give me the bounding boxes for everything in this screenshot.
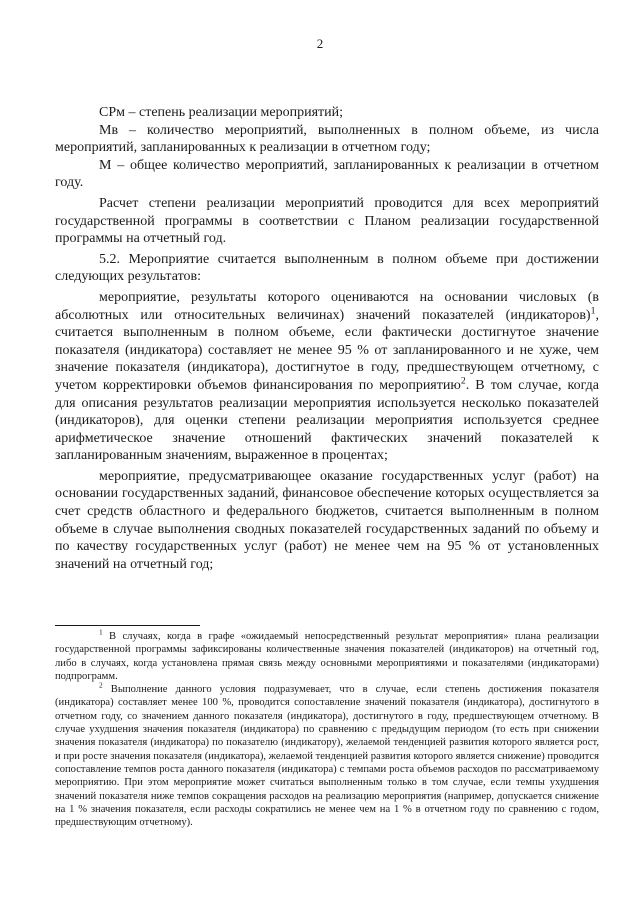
footnote-separator [55, 625, 200, 626]
footnote-ref-1[interactable]: 1 [590, 304, 596, 316]
paragraph-numeric-indicators [55, 289, 599, 465]
paragraph-state-services: мероприятие, предусматривающее оказание государственных услуг (работ) на основании государственных заданий, финансовое обеспечение которых осуществляется за счет средств областного и федерального бюджетов, считается выполненным в полном объеме в случае выполнения сводных показателей государственных заданий по объему и по качеству государственных услуг (работ) не менее чем на 95 % от установленных значений на отчетный год; [55, 468, 599, 572]
footnote-ref-2[interactable]: 2 [460, 375, 466, 387]
paragraph-numeric-part3: . В том случае, когда для описания результатов реализации мероприятия используется несколько показателей (индикаторов), для оценки степени реализации мероприятия используется среднее арифметическое значение отношений фактических значений показателей к запланированным значениям, выраженное в процентах; [55, 377, 599, 464]
footnote-2 [55, 680, 599, 829]
footnote-mark-1: 1 [99, 627, 103, 637]
paragraph-numeric-part2: , считается выполненным в полном объеме, если фактически достигнутое значение показателя (индикатора) составляет не менее 95 % от запланированного и не хуже, чем значение показателя (индикатора), достигнутое в году, предшествующем отчетному, с учетом корректировки объемов финансирования по мероприятию [55, 307, 599, 393]
paragraph-crm-definition: СРм – степень реализации мероприятий; [99, 105, 344, 120]
footnote-1-text: В случаях, когда в графе «ожидаемый непосредственный результат мероприятия» плана реализации государственной программы зафиксированы количественные значения показателей (индикаторов) на отчетный год, либо в случаях, когда установлена прямая связь между основными мероприятиями и показателями (индикаторами) подпрограмм. [55, 631, 599, 682]
paragraph-5-2: 5.2. Мероприятие считается выполненным в полном объеме при достижении следующих результатов: [55, 251, 599, 285]
page-number: 2 [316, 36, 324, 51]
paragraph-numeric-part1: мероприятие, результаты которого оцениваются на основании числовых (в абсолютных или относительных величинах) значений показателей (индикаторов) [55, 289, 599, 323]
paragraph-m-definition: М – общее количество мероприятий, запланированных к реализации в отчетном году. [55, 157, 599, 191]
footnote-2-text: Выполнение данного условия подразумевает, что в случае, если степень достижения показателя (индикатора) составляет менее 100 %, проводится сопоставление значений показателя (индикатора), достигнутого в отчетном году, со значением данного показателя (индикатора), достигнутого в году, предшествующем отчетному. В случае ухудшения значения показателя (индикатора) по сравнению с предыдущим периодом (то есть при снижении значения показателя (индикатора) по показателю (индикатору), желаемой тенденцией развития которого является рост, и при росте значения показателя (индикатора), желаемой тенденцией развития которого является снижение) проводится сопоставление темпов роста данного показателя (индикатора) с темпами роста объемов расходов по рассматриваемому мероприятию. При этом мероприятие может считаться выполненным только в том случае, если темпы ухудшения значений показателя ниже темпов сокращения расходов на реализацию мероприятия (например, допускается снижение на 1 % значения показателя, если расходы сократились не менее чем на 1 % в отчетном году по сравнению с годом, предшествующим отчетному). [55, 684, 599, 829]
footnote-mark-2: 2 [99, 680, 103, 690]
footnotes [55, 627, 599, 829]
paragraph-mv-definition: Мв – количество мероприятий, выполненных в полном объеме, из числа мероприятий, запланированных к реализации в отчетном году; [55, 122, 599, 156]
paragraph-calculation: Расчет степени реализации мероприятий проводится для всех мероприятий государственной программы в соответствии с Планом реализации государственной программы на отчетный год. [55, 195, 599, 247]
main-text [55, 104, 599, 573]
footnote-1 [55, 627, 599, 683]
